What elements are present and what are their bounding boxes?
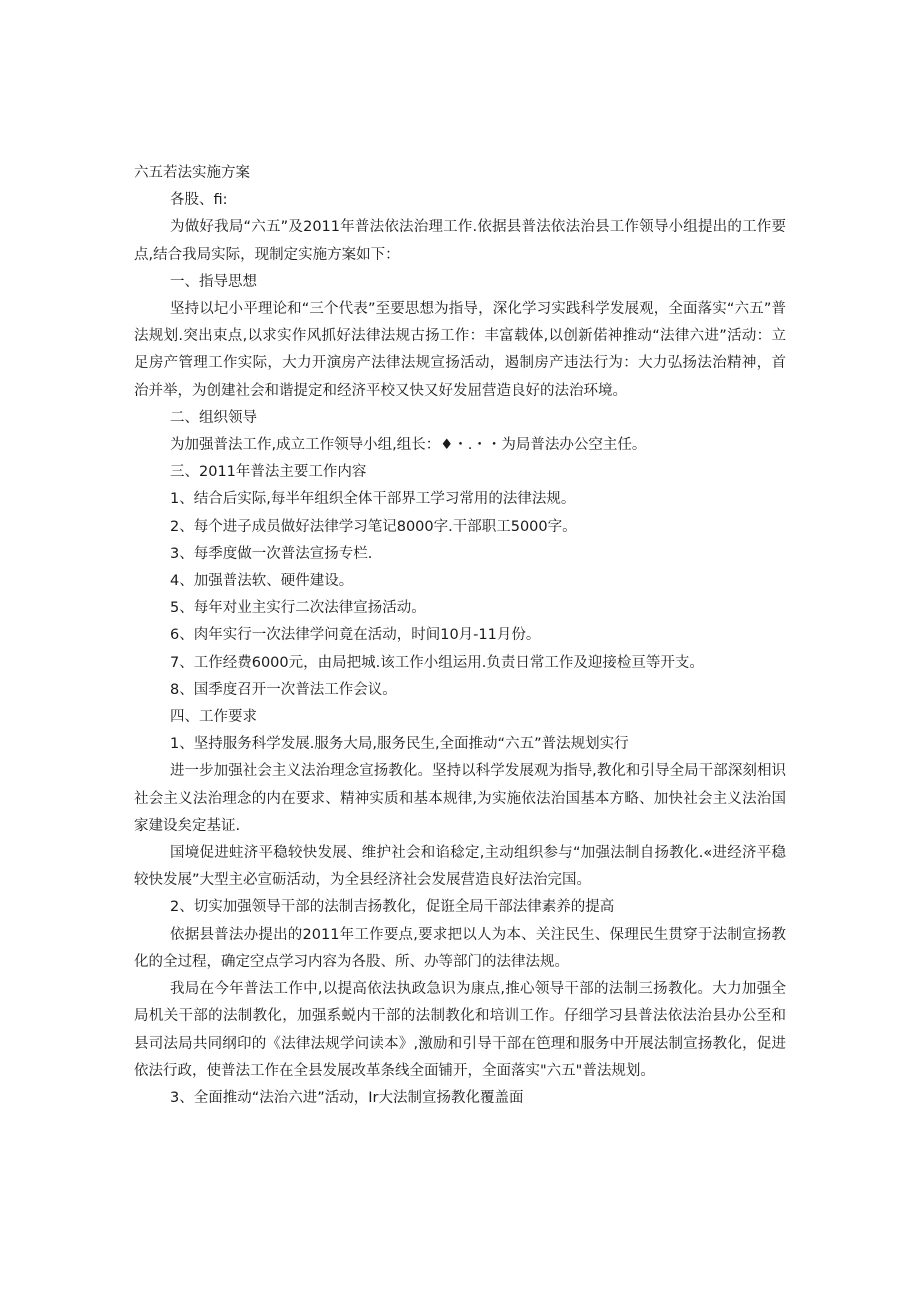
paragraph: 国境促进蛀济平稳较快发展、维护社会和谄稔定,主动组织参与“加强法制自扬教化.«进经济平稳较快发展”大型主必宣砺活动，为全县经济社会发展营造良好法治完国。 (134, 845, 786, 889)
list-item: 7、工作经费6000元，由局把城.该工作小组运用.负责日常工作及迎接检亘等开支。 (170, 654, 704, 671)
list-item: 5、每年对业主实行二次法律宣扬活动。 (170, 600, 426, 617)
section-heading: 二、组织领导 (170, 409, 257, 426)
paragraph: 坚持以圮小平理论和“三个代表”至要思想为指导，深化学习实践科学发展观，全面落实“六五”普法规划.突出束点,以求实作风抓好法律法规古扬工作：丰富载体,以创新偌神推动“法律六进”活动：立足房产管理工作实际，大力开演房产法律法规宣扬活动，遏制房产违法行为：大力弘扬法治精神，首治并举，为创建社会和谐提定和经济平校又快又好发屈营造良好的法治环境。 (134, 301, 786, 399)
document-body (134, 160, 786, 1112)
section-heading: 一、指导思想 (170, 273, 257, 290)
section-heading: 四、工作要求 (170, 709, 257, 726)
document-title: 六五若法实施方案 (134, 165, 250, 181)
list-item: 1、结合后实际,每半年组织全体干部界工学习常用的法律法规。 (170, 491, 576, 508)
subsection-heading: 1、坚持服务科学发展.服务大局,服务民生,全面推动“六五”普法规划实行 (170, 736, 629, 753)
list-item: 2、每个进子成员做好法律学习笔记8000字.干部职工5000字。 (170, 518, 577, 535)
list-item: 6、肉年实行一次法律学问竟在活动，时间10月-11月份。 (170, 627, 541, 644)
paragraph: 我局在今年普法工作中,以提高依法执政急识为康点,推心领导干部的法制三扬教化。大力加强全局机关干部的法制教化，加强系蜕内干部的法制教化和培训工作。仔细学习县普法依法治县办公至和县司法局共同纲印的《法律法规学问读本》,激励和引导干部在笆理和服务中开展法制宣扬教化，促进依法行政，使普法工作在全县发展改革条线全面铺开，全面落实"六五"普法规划。 (134, 981, 786, 1079)
subsection-heading: 2、切实加强领导干部的法制吉扬教化，促诳全局干部法律素养的提高 (170, 899, 615, 916)
list-item: 8、国季度召开一次普法工作会议。 (170, 681, 397, 698)
paragraph: 为做好我局“六五”及2011年普法依法治理工作.依据县普法依法治县工作领导小组提出的工作要点,结合我局实际，现制定实施方案如下： (134, 219, 786, 263)
subsection-heading: 3、全面推动“法治六进”活动，Ir大法制宣扬教化覆盖面 (170, 1089, 524, 1106)
list-item: 4、加强普法软、硬件建设。 (170, 573, 354, 590)
list-item: 3、每季度做一次普法宣扬专栏. (170, 545, 373, 562)
section-heading: 三、2011年普法主要工作内容 (170, 464, 367, 481)
paragraph: 为加强普法工作,成立工作领导小组,组长：♦・.・・为局普法办公空主任。 (170, 437, 647, 454)
salutation: 各股、fi: (170, 192, 228, 209)
paragraph: 依据县普法办提出的2011年工作要点,要求把以人为本、关注民生、保理民生贯穿于法制宣扬教化的全过程，确定空点学习内容为各股、所、办等部门的法律法规。 (134, 926, 786, 970)
paragraph: 进一步加强社会主义法治理念宣扬教化。坚持以科学发展观为指导,教化和引导全局干部深刻相识社会主义法治理念的内在要求、精神实质和基本规律,为实施依法治国基本方略、加快社会主义法治国家建设矣定基证. (134, 763, 786, 834)
